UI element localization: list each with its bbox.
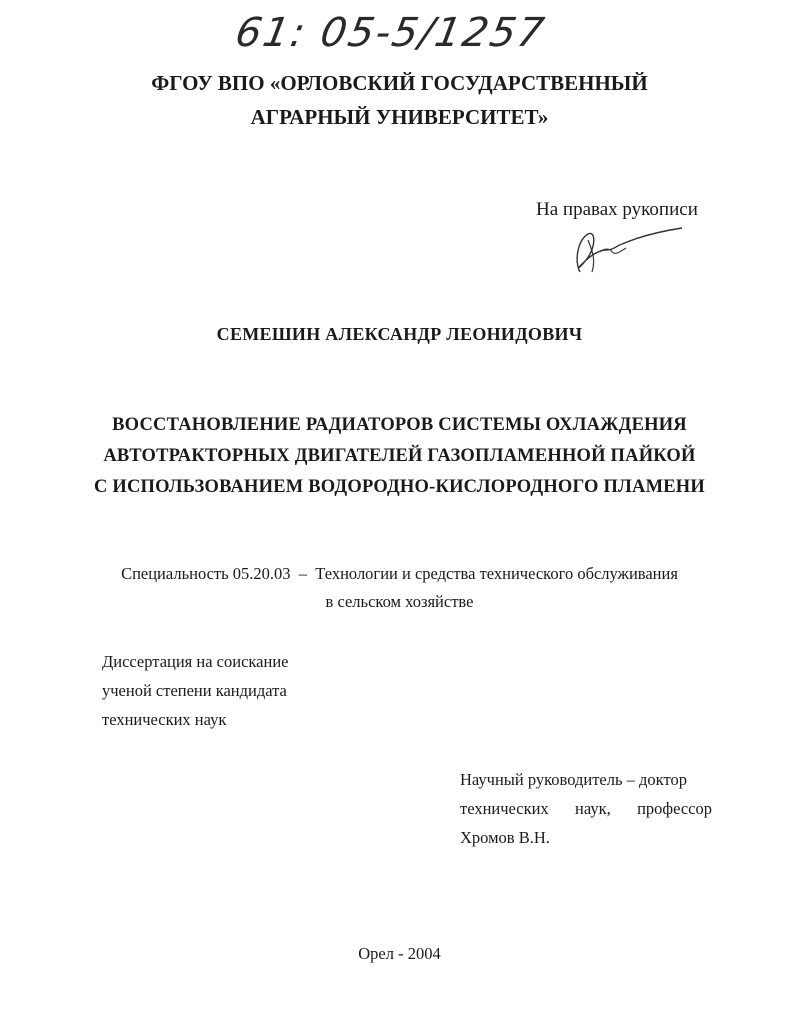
- specialty-line-1: Специальность 05.20.03 – Технологии и средства технического обслуживания: [121, 564, 678, 583]
- thesis-title: [0, 410, 799, 503]
- signature-icon: [566, 220, 686, 280]
- dissertation-line: технических наук: [102, 710, 227, 729]
- dissertation-line: Диссертация на соискание: [102, 652, 289, 671]
- supervisor-line: Научный руководитель – доктор: [460, 770, 687, 789]
- specialty-block: [0, 560, 799, 616]
- city-year: Орел - 2004: [358, 944, 441, 963]
- supervisor-line: Хромов В.Н.: [460, 828, 550, 847]
- manuscript-rights: На правах рукописи: [536, 199, 698, 220]
- dissertation-line: ученой степени кандидата: [102, 681, 287, 700]
- title-line: АВТОТРАКТОРНЫХ ДВИГАТЕЛЕЙ ГАЗОПЛАМЕННОЙ ПАЙКОЙ: [103, 446, 696, 466]
- archive-code: 61: 05-5/1257: [231, 10, 550, 56]
- supervisor-block: [460, 765, 712, 852]
- dissertation-block: [102, 647, 288, 734]
- specialty-line-2: в сельском хозяйстве: [325, 592, 474, 611]
- author-name: СЕМЕШИН АЛЕКСАНДР ЛЕОНИДОВИЧ: [216, 324, 583, 344]
- organization-line-2: АГРАРНЫЙ УНИВЕРСИТЕТ»: [250, 105, 549, 129]
- title-line: С ИСПОЛЬЗОВАНИЕМ ВОДОРОДНО-КИСЛОРОДНОГО ПЛАМЕНИ: [94, 477, 705, 497]
- supervisor-line: технических наук, профессор: [460, 799, 712, 818]
- organization-line-1: ФГОУ ВПО «ОРЛОВСКИЙ ГОСУДАРСТВЕННЫЙ: [151, 71, 648, 95]
- title-line: ВОССТАНОВЛЕНИЕ РАДИАТОРОВ СИСТЕМЫ ОХЛАЖДЕНИЯ: [112, 415, 687, 435]
